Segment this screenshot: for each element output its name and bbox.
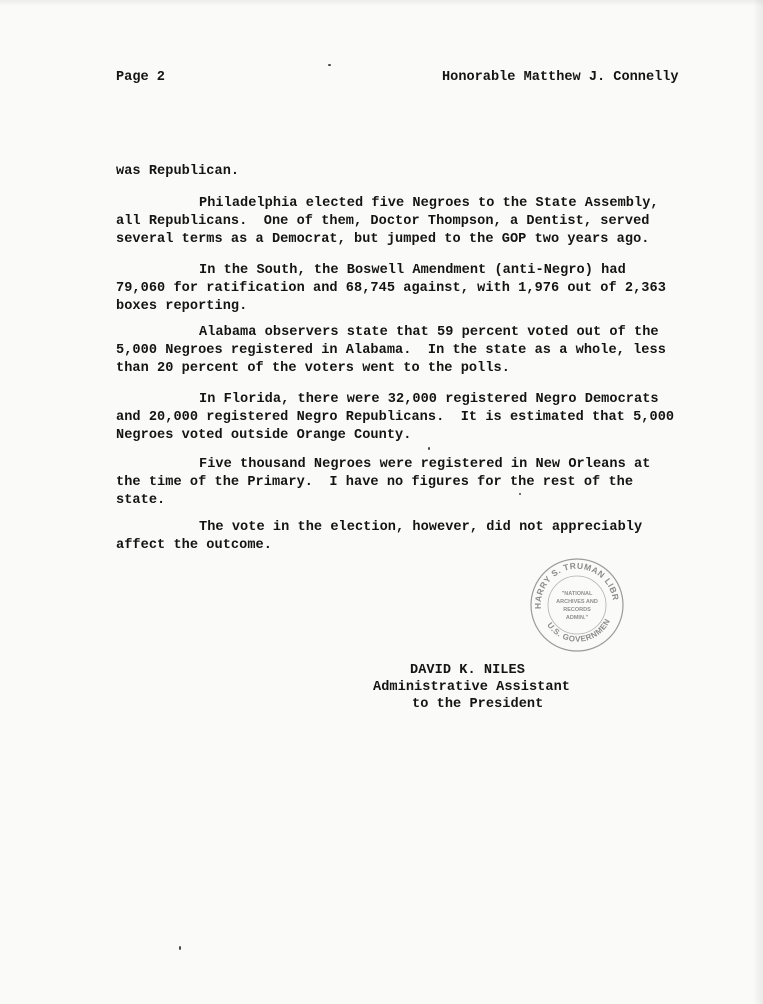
paragraph-4-line-3: Negroes voted outside Orange County. — [116, 428, 412, 443]
paragraph-6-line-2: affect the outcome. — [116, 538, 272, 553]
signer-title: Administrative Assistant — [373, 680, 570, 695]
paragraph-1-line-1: Philadelphia elected five Negroes to the State Assembly, — [199, 196, 659, 211]
paragraph-5-line-3: state. — [116, 493, 166, 508]
stamp-inner-line-2: ARCHIVES AND — [556, 599, 598, 605]
paragraph-3-line-2: 5,000 Negroes registered in Alabama. In the state as a whole, less — [116, 343, 666, 358]
opening-line: was Republican. — [116, 164, 240, 179]
paragraph-1-line-2: all Republicans. One of them, Doctor Thompson, a Dentist, served — [116, 214, 650, 229]
paragraph-5-line-1: Five thousand Negroes were registered in New Orleans at — [199, 457, 651, 472]
paragraph-4-line-2: and 20,000 registered Negro Republicans. It is estimated that 5,000 — [116, 410, 675, 425]
stamp-bottom-text: U.S. GOVERNMEN — [545, 617, 613, 644]
stamp-inner-line-4: ADMIN." — [565, 615, 589, 621]
paragraph-2-line-1: In the South, the Boswell Amendment (anti-Negro) had — [199, 263, 626, 278]
scan-speck — [428, 447, 430, 450]
signer-title-continued: to the President — [412, 697, 544, 712]
page-number: Page 2 — [116, 70, 165, 85]
signer-name: DAVID K. NILES — [410, 663, 525, 678]
paragraph-2-line-3: boxes reporting. — [116, 299, 248, 314]
paragraph-1-line-3: several terms as a Democrat, but jumped to the GOP two years ago. — [116, 232, 650, 247]
paragraph-6-line-1: The vote in the election, however, did not appreciably — [199, 520, 643, 535]
archives-stamp — [527, 555, 627, 655]
scan-speck — [519, 493, 521, 495]
scan-speck — [179, 946, 181, 950]
paragraph-3-line-3: than 20 percent of the voters went to the polls. — [116, 361, 510, 376]
stamp-inner-line-1: "NATIONAL — [561, 591, 593, 597]
paragraph-2-line-2: 79,060 for ratification and 68,745 against, with 1,976 out of 2,363 — [116, 281, 666, 296]
addressee-header: Honorable Matthew J. Connelly — [442, 70, 679, 85]
stamp-inner-line-3: RECORDS — [563, 607, 591, 613]
page-top-shadow — [0, 0, 763, 6]
paragraph-4-line-1: In Florida, there were 32,000 registered Negro Democrats — [199, 392, 659, 407]
scan-speck — [328, 64, 331, 66]
paragraph-5-line-2: the time of the Primary. I have no figures for the rest of the — [116, 475, 634, 490]
paragraph-3-line-1: Alabama observers state that 59 percent voted out of the — [199, 325, 659, 340]
page-edge-shadow — [753, 0, 763, 1004]
stamp-outer-text: HARRY S. TRUMAN LIBR — [532, 560, 622, 610]
